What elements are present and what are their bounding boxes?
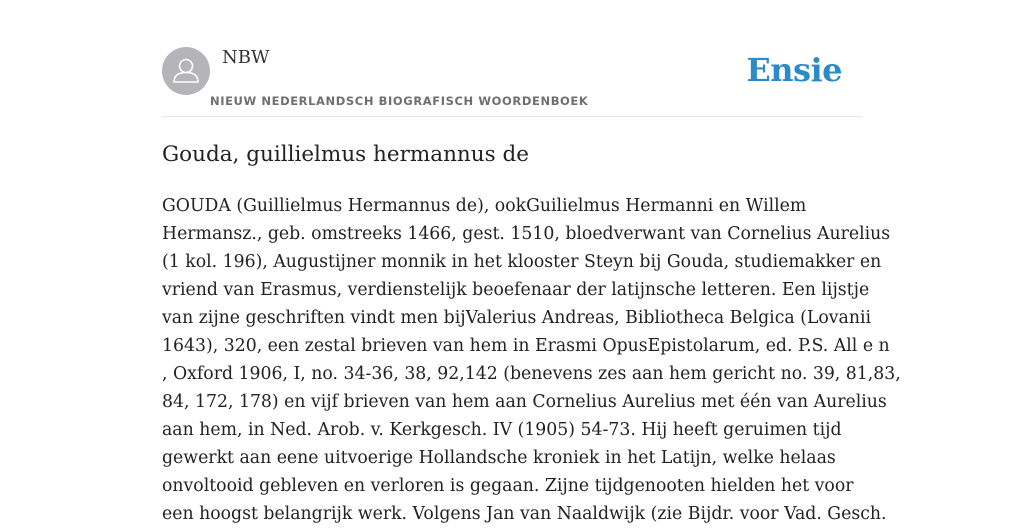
article-body-line: GOUDA (Guillielmus Hermannus de), ookGuilielmus Hermanni en Willem <box>162 196 807 216</box>
article-body-line: vriend van Erasmus, verdienstelijk beoefenaar der latijnsche letteren. Een lijstje <box>162 280 870 300</box>
article-body-line: van zijne geschriften vindt men bijValerius Andreas, Bibliotheca Belgica (Lovanii <box>162 308 872 328</box>
article-title: Gouda, guillielmus hermannus de <box>162 142 529 167</box>
article-body-line: (1 kol. 196), Augustijner monnik in het klooster Steyn bij Gouda, studiemakker en <box>162 252 882 272</box>
article-body-line: 1643), 320, een zestal brieven van hem in Erasmi OpusEpistolarum, ed. P.S. All e n <box>162 336 890 356</box>
source-name-link[interactable]: NBW <box>222 47 270 68</box>
article-body-line: aan hem, in Ned. Arob. v. Kerkgesch. IV (1905) 54-73. Hij heeft geruimen tijd <box>162 420 842 440</box>
article-body <box>162 192 901 528</box>
article-body-line: Hermansz., geb. omstreeks 1466, gest. 1510, bloedverwant van Cornelius Aurelius <box>162 224 891 244</box>
article-body-line: een hoogst belangrijk werk. Volgens Jan van Naaldwijk (zie Bijdr. voor Vad. Gesch. <box>162 504 887 524</box>
user-silhouette-icon <box>162 47 210 95</box>
source-avatar[interactable] <box>162 47 210 95</box>
article-body-line: 84, 172, 178) en vijf brieven van hem aan Cornelius Aurelius met één van Aurelius <box>162 392 887 412</box>
article-body-line: onvoltooid gebleven en verloren is gegaan. Zijne tijdgenooten hielden het voor <box>162 476 854 496</box>
source-header <box>162 46 862 117</box>
article-body-line: , Oxford 1906, I, no. 34-36, 38, 92,142 (benevens zes aan hem gericht no. 39, 81,83, <box>162 364 901 384</box>
brand-logo[interactable]: Ensie <box>746 51 842 89</box>
source-subtitle: NIEUW NEDERLANDSCH BIOGRAFISCH WOORDENBOEK <box>210 94 589 108</box>
article-body-line: gewerkt aan eene uitvoerige Hollandsche kroniek in het Latijn, welke helaas <box>162 448 836 468</box>
